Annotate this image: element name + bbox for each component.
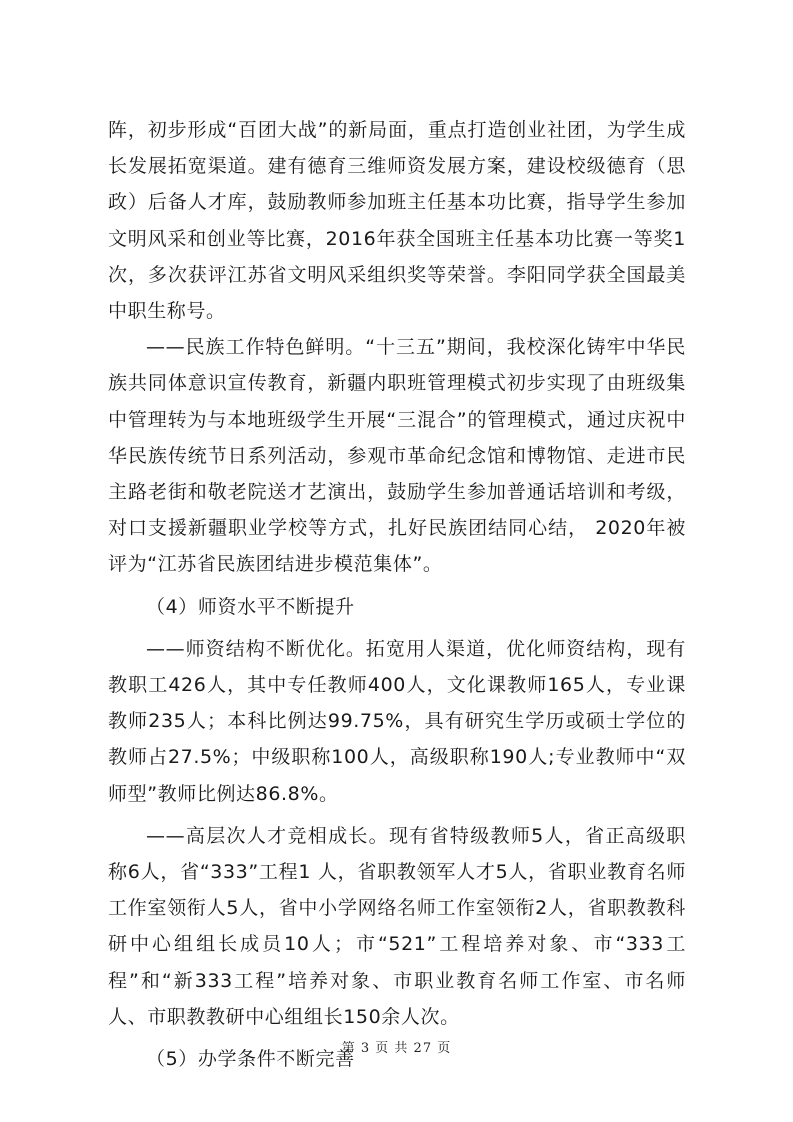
paragraph-moral-education: 阵，初步形成“百团大战”的新局面，重点打造创业社团，为学生成长发展拓宽渠道。建有德育三维师资发展方案，建设校级德育（思政）后备人才库，鼓励教师参加班主任基本功比赛，指导学生参加文明风采和创业等比赛，2016年获全国班主任基本功比赛一等奖1次，多次获评江苏省文明风采组织奖等荣誉。李阳同学获全国最美中职生称号。: [108, 119, 686, 323]
paragraph-ethnic-work: ——民族工作特色鲜明。“十三五”期间，我校深化铸牢中华民族共同体意识宣传教育，新疆内职班管理模式初步实现了由班级集中管理转为与本地班级学生开展“三混合”的管理模式，通过庆祝中华民族传统节日系列活动，参观市革命纪念馆和博物馆、走进市民主路老街和敬老院送才艺演出，鼓励学生参加普通话培训和考级，对口支援新疆职业学校等方式，扎好民族团结同心结， 2020年被评为“江苏省民族团结进步模范集体”。: [108, 336, 686, 576]
page-footer: 第 3 页 共 27 页: [341, 1041, 452, 1056]
section-heading-conditions: （5）办学条件不断完善: [146, 1048, 355, 1071]
paragraph-teacher-structure: ——师资结构不断优化。拓宽用人渠道，优化师资结构，现有教职工426人，其中专任教师400人，文化课教师165人，专业课教师235人；本科比例达99.75%，具有研究生学历或硕士学位的教师占27.5%；中级职称100人，高级职称190人;专业教师中“双师型”教师比例达86.8%。: [108, 637, 686, 805]
document-page: [108, 112, 686, 1077]
paragraph-high-level-talent: ——高层次人才竞相成长。现有省特级教师5人，省正高级职称6人，省“333”工程1 人，省职教领军人才5人，省职业教育名师工作室领衔人5人，省中小学网络名师工作室领衔2人，省职教教科研中心组组长成员10人；市“521”工程培养对象、市“333工程”和“新333工程”培养对象、市职业教育名师工作室、市名师人、市职教教研中心组组长150余人次。: [108, 824, 686, 1028]
section-heading-teachers: （4）师资水平不断提升: [146, 595, 355, 618]
